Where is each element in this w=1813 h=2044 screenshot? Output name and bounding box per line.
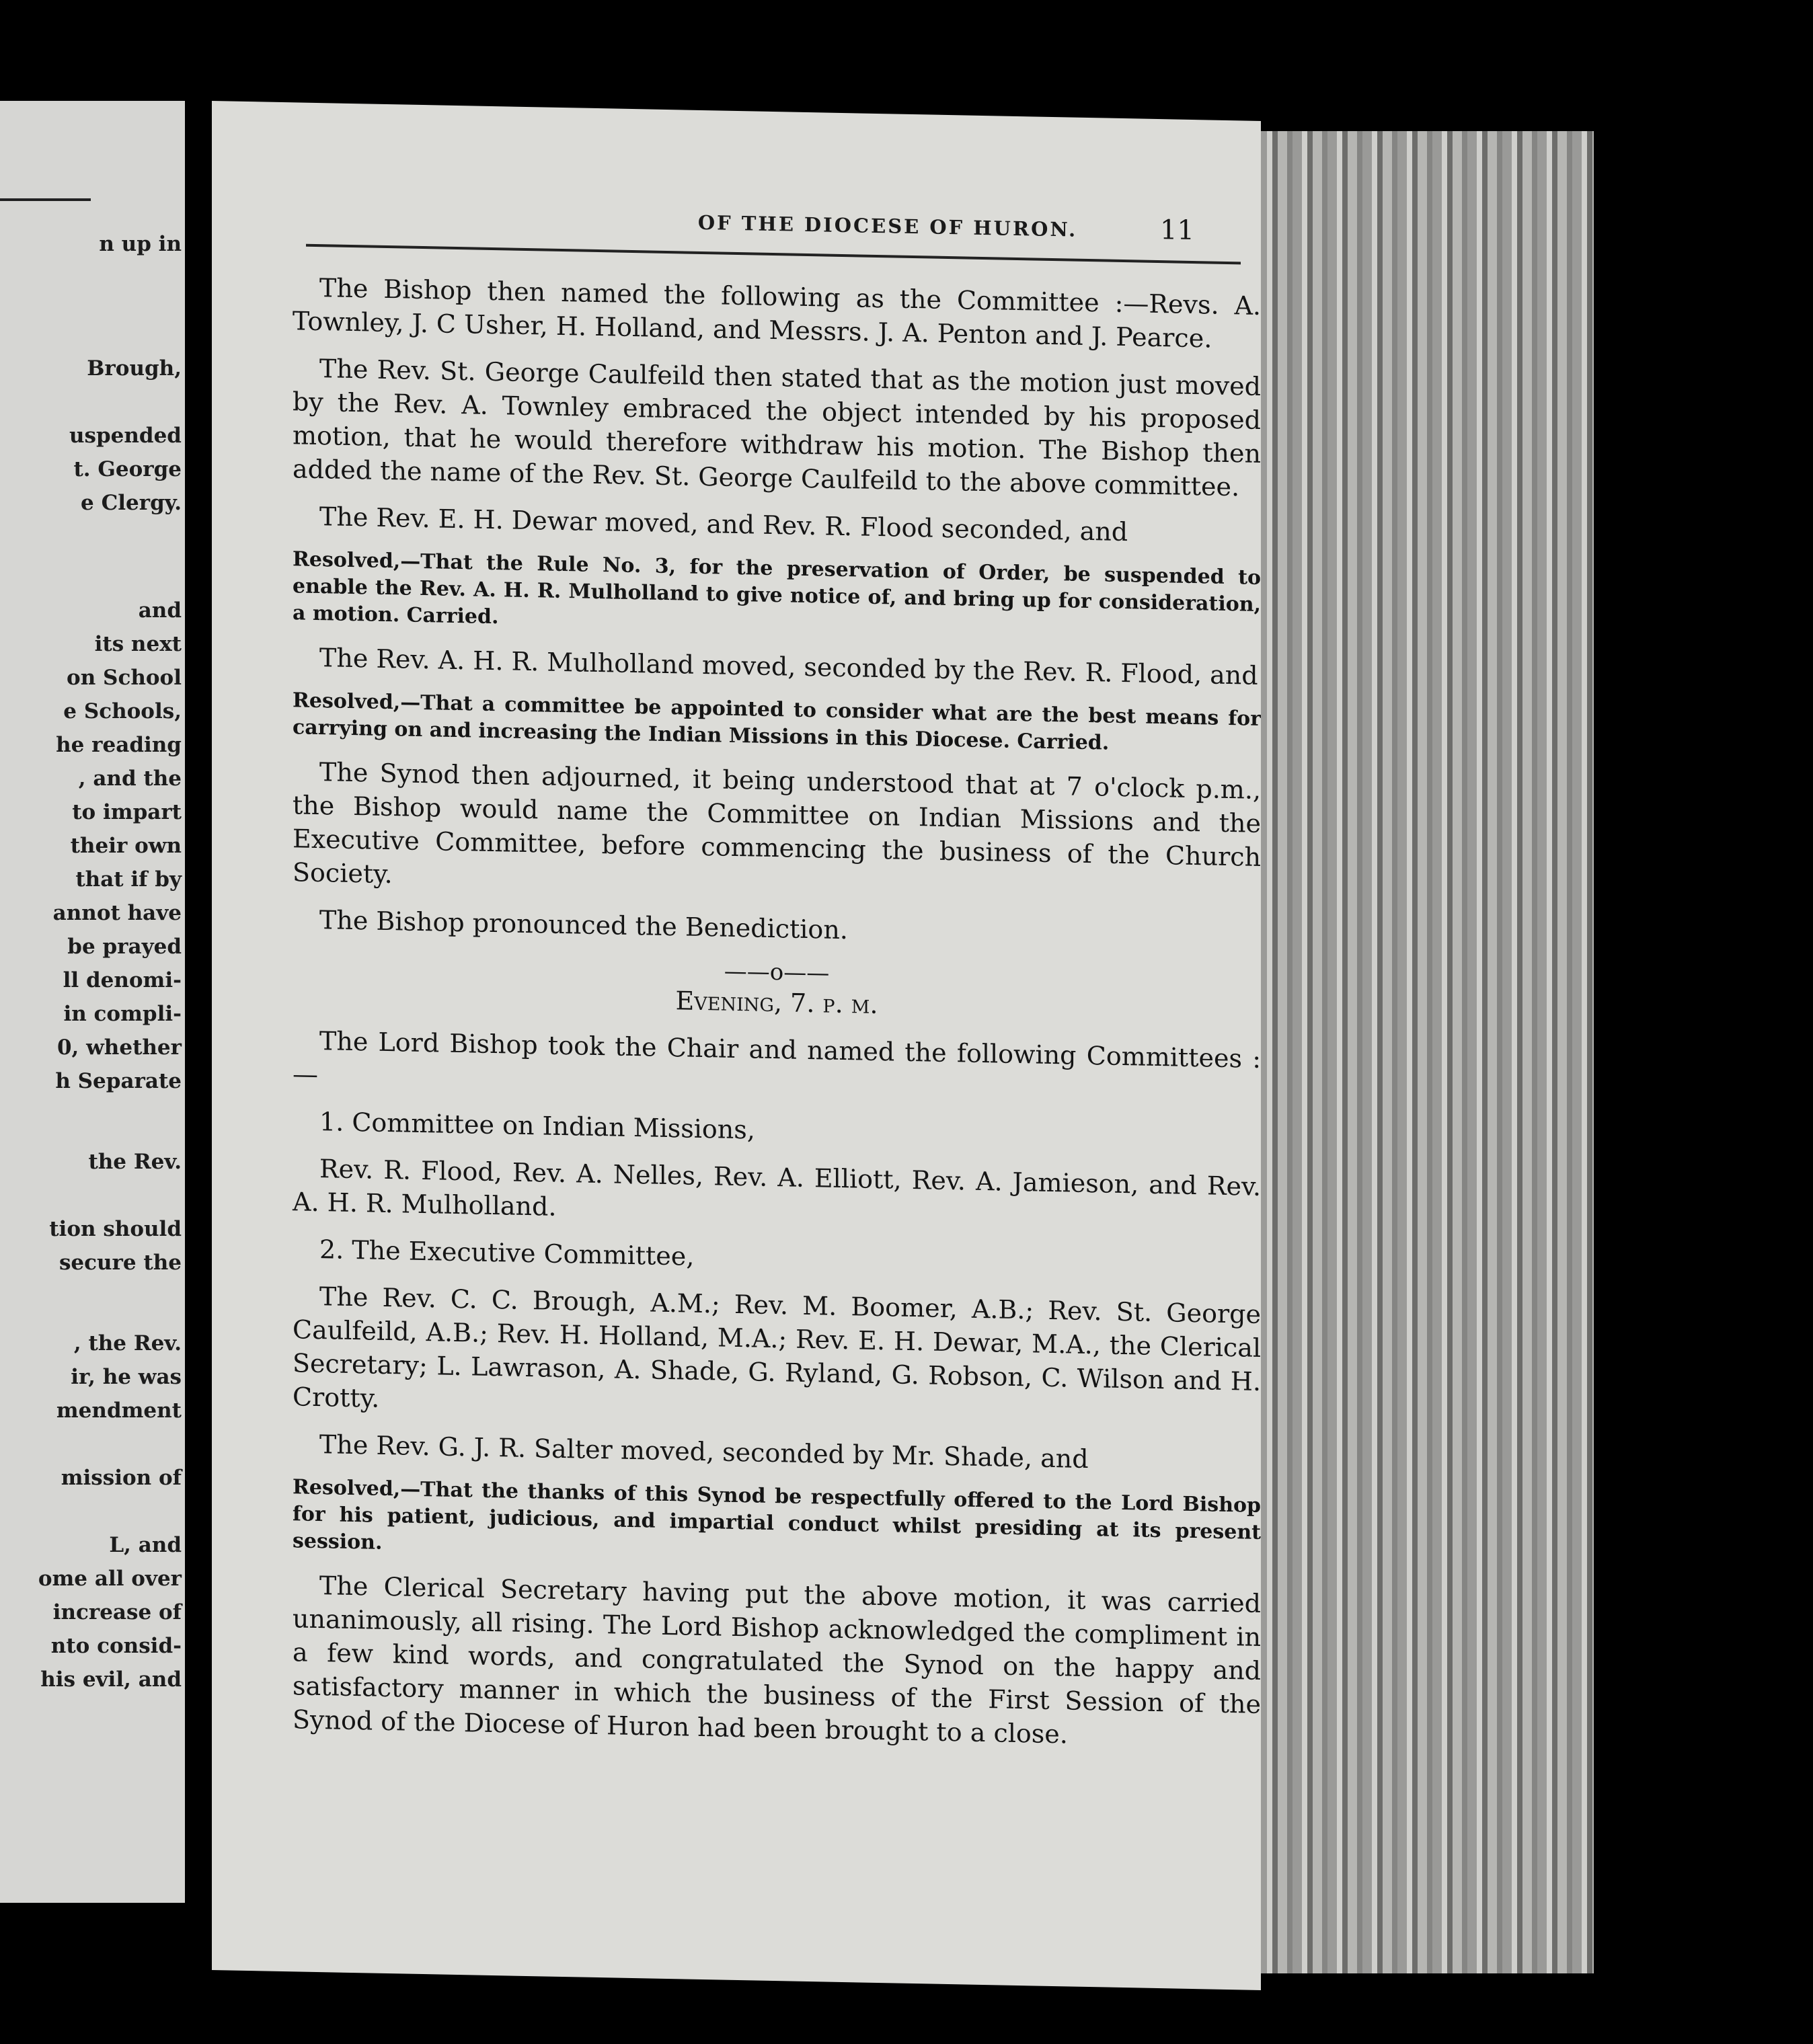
previous-page-line: mission of <box>61 1466 182 1490</box>
paragraph-closing: The Clerical Secretary having put the above motion, it was carried unanimously, all rising. The Lord Bishop acknowledged the compliment in a few kind words, and congratulated the Synod on the happy and satisfactory manner in which the business of the First Session of the Synod of the Diocese of Huron had been brought to a close. <box>293 1571 1261 1750</box>
header-rule <box>306 244 1241 265</box>
paragraph-benediction: The Bishop pronounced the Benediction. <box>319 905 848 945</box>
paragraph-synod-adjourned: The Synod then adjourned, it being understood that at 7 o'clock p.m., the Bishop would name the Committee on Indian Missions and the Executive Committee, before commencing the business of the Church Society. <box>293 757 1261 890</box>
previous-page-line: his evil, and <box>40 1667 182 1692</box>
committee-1-members: Rev. R. Flood, Rev. A. Nelles, Rev. A. Elliott, Rev. A. Jamieson, and Rev. A. H. R. Mulholland. <box>293 1154 1261 1222</box>
previous-page-line: mendment <box>56 1399 182 1423</box>
previous-page-line: e Schools, <box>63 699 182 723</box>
paragraph-lord-bishop-chair: The Lord Bishop took the Chair and named the following Committees :— <box>293 1026 1261 1090</box>
book-gutter <box>185 101 212 1916</box>
evening-heading: Evening, 7. p. m. <box>675 986 878 1020</box>
book-page <box>212 101 1261 1990</box>
previous-page-line: tion should <box>49 1217 182 1241</box>
previous-page-line: secure the <box>59 1251 182 1275</box>
previous-page-rule <box>0 198 91 201</box>
previous-page-line: ir, he was <box>71 1365 182 1389</box>
paragraph-dewar-motion: The Rev. E. H. Dewar moved, and Rev. R. Flood seconded, and <box>319 502 1128 547</box>
committee-1-title: 1. Committee on Indian Missions, <box>319 1107 755 1145</box>
previous-page-line: t. George <box>73 457 182 481</box>
previous-page-line: 0, whether <box>56 1035 182 1060</box>
previous-page-line: that if by <box>75 867 182 892</box>
previous-page-line: increase of <box>52 1600 182 1624</box>
running-head: OF THE DIOCESE OF HURON. <box>697 210 1078 241</box>
previous-page-fragment <box>0 101 185 1903</box>
section-separator: ——o—— <box>724 957 830 987</box>
resolution-thanks: Resolved,—That the thanks of this Synod be respectfully offered to the Lord Bishop for his patient, judicious, and impartial conduct whilst presiding at its present session. <box>293 1475 1261 1555</box>
previous-page-line: e Clergy. <box>81 491 182 515</box>
previous-page-line: he reading <box>56 733 182 757</box>
page-number: 11 <box>1160 214 1194 247</box>
previous-page-line: in compli- <box>63 1002 182 1026</box>
previous-page-line: annot have <box>52 901 182 925</box>
paragraph-mulholland-motion: The Rev. A. H. R. Mulholland moved, seconded by the Rev. R. Flood, and <box>319 643 1258 691</box>
previous-page-line: the Rev. <box>88 1150 182 1174</box>
paragraph-salter-motion: The Rev. G. J. R. Salter moved, seconded by Mr. Shade, and <box>319 1429 1089 1475</box>
previous-page-line: to impart <box>72 800 182 824</box>
previous-page-line: its next <box>94 632 182 656</box>
page-edges <box>1258 131 1594 1973</box>
previous-page-line: ll denomi- <box>63 968 182 992</box>
previous-page-line: be prayed <box>67 935 182 959</box>
resolution-rule-suspended: Resolved,—That the Rule No. 3, for the preservation of Order, be suspended to enable the Rev. A. H. R. Mulholland to give notice of, and bring up for consideration, a motion. Carried. <box>293 547 1261 629</box>
previous-page-line: nto consid- <box>50 1634 182 1658</box>
previous-page-line: ome all over <box>38 1567 182 1591</box>
previous-page-line: h Separate <box>55 1069 182 1093</box>
page-body <box>293 270 1261 1768</box>
previous-page-line: uspended <box>69 424 182 448</box>
previous-page-line: , the Rev. <box>73 1331 182 1355</box>
background-dark <box>1594 155 1813 2044</box>
previous-page-line: L, and <box>109 1533 182 1557</box>
previous-page-line: and <box>138 598 182 623</box>
previous-page-line: n up in <box>99 232 182 256</box>
paragraph-caulfeild-withdraws: The Rev. St. George Caulfeild then stated that as the motion just moved by the Rev. A. Townley embraced the object intended by his proposed motion, that he would therefore withdraw his motion. The Bishop then added the name of the Rev. St. George Caulfeild to the above committee. <box>293 354 1261 502</box>
previous-page-line: , and the <box>78 766 182 791</box>
committee-2-members: The Rev. C. C. Brough, A.M.; Rev. M. Boomer, A.B.; Rev. St. George Caulfeild, A.B.; Rev. H. Holland, M.A.; Rev. E. H. Dewar, M.A., the Clerical Secretary; L. Lawrason, A. Shade, G. Ryland, G. Robson, C. Wilson and H. Crotty. <box>293 1282 1261 1413</box>
committee-2-title: 2. The Executive Committee, <box>319 1234 695 1271</box>
previous-page-line: their own <box>70 834 182 858</box>
resolution-indian-missions: Resolved,—That a committee be appointed to consider what are the best means for carrying on and increasing the Indian Missions in this Diocese. Carried. <box>293 689 1261 755</box>
previous-page-line: on School <box>67 666 182 690</box>
previous-page-line: Brough, <box>87 356 182 381</box>
paragraph-committee-named: The Bishop then named the following as the Committee :—Revs. A. Townley, J. C Usher, H. Holland, and Messrs. J. A. Penton and J. Pearce. <box>293 273 1261 354</box>
